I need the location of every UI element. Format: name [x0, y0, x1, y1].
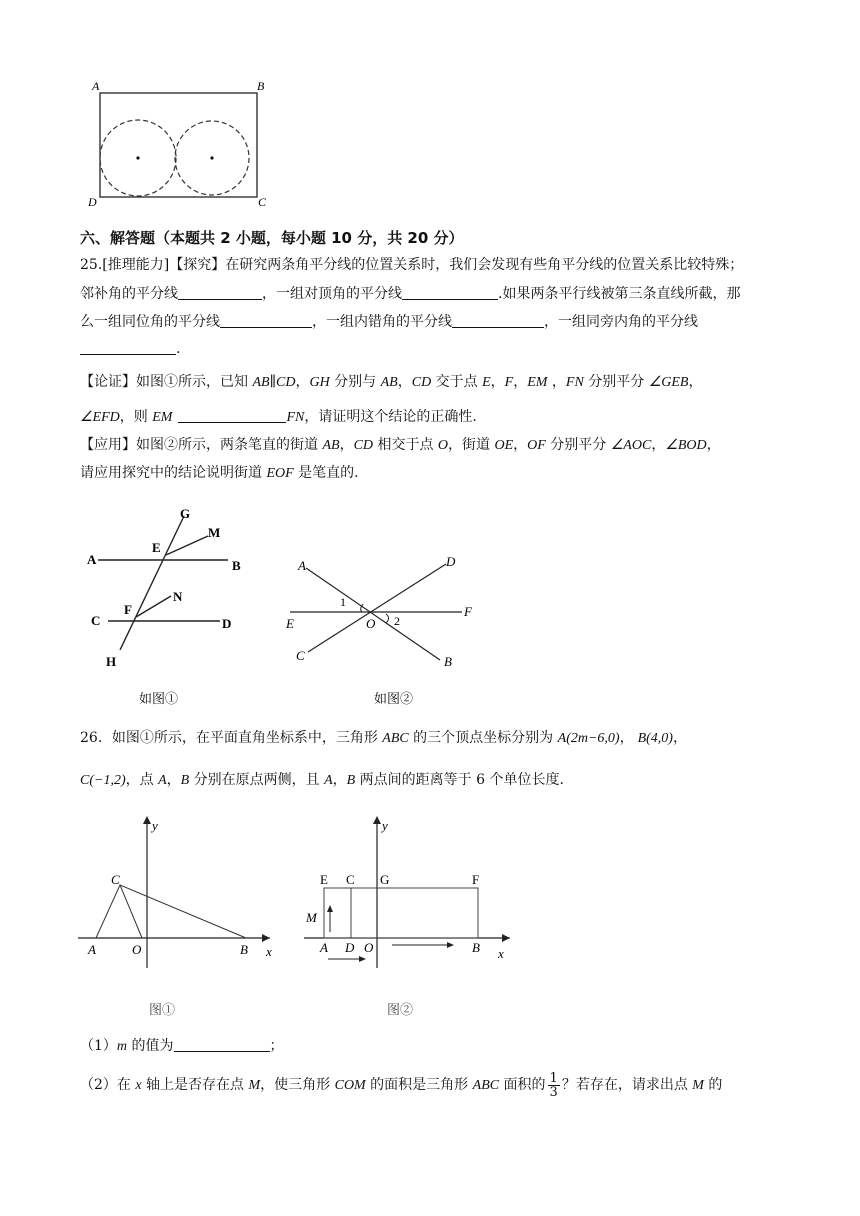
q25-apply-line-1 — [80, 435, 721, 456]
math-ab: AB — [252, 375, 270, 390]
proof-tag: 【论证】 — [80, 374, 136, 390]
coordinate-triangle-figure — [74, 812, 284, 974]
q26-text: 面积的 — [499, 1077, 546, 1093]
q26-text: ， — [672, 730, 687, 746]
math-gh: GH — [309, 375, 330, 390]
q25-text: 分别平分 — [583, 374, 649, 390]
fig2-label-f: F — [464, 604, 472, 619]
q25-apply-line-2 — [80, 463, 359, 484]
q26-text: ？若存在，请求出点 — [561, 1077, 693, 1093]
math-em: EM — [527, 375, 548, 390]
fraction-denominator: 3 — [549, 1084, 558, 1100]
math-m-point: M — [248, 1078, 261, 1093]
q25-text: ， — [513, 437, 528, 453]
math-point-a: A(2m−6,0) — [557, 731, 620, 746]
q25-text: 是笔直的. — [293, 465, 359, 481]
math-e: E — [482, 375, 491, 390]
fig2-label-d: D — [446, 554, 456, 569]
fig1-label-a: A — [87, 552, 97, 567]
fig4-label-f: F — [472, 872, 480, 887]
math-angle-bod: ∠BOD — [665, 438, 707, 453]
q26-text: 轴上是否存在点 — [141, 1077, 249, 1093]
math-angle-efd: ∠EFD — [80, 410, 120, 425]
q26-text: 的面积是三角形 — [365, 1077, 473, 1093]
q25-text: .如果两条平行线被第三条直线所截，那 — [498, 286, 741, 302]
q25-text: 在研究两条角平分线的位置关系时，我们会发现有些角平分线的位置关系比较特殊； — [225, 257, 744, 273]
fig4-label-d: D — [345, 940, 355, 955]
q25-line-3 — [80, 312, 698, 332]
math-point-c: C(−1,2) — [80, 773, 126, 788]
q25-text: ，则 — [119, 409, 153, 425]
q25-tag: [推理能力]【探究】 — [102, 257, 226, 273]
q26-text: 如图①所示，在平面直角坐标系中，三角形 — [111, 730, 383, 746]
math-ab: AB — [380, 375, 398, 390]
answer-blank[interactable] — [178, 408, 286, 423]
math-cd: CD — [276, 375, 296, 390]
fig1-label-m: M — [208, 525, 221, 540]
fig3-label-a: A — [88, 942, 96, 957]
q26-line-1 — [80, 728, 687, 749]
fig4-label-g: G — [380, 872, 390, 887]
q26-text: 的三个顶点坐标分别为 — [408, 730, 558, 746]
math-point-b: B(4,0) — [637, 731, 673, 746]
math-o: O — [437, 438, 449, 453]
math-x: x — [135, 1078, 142, 1093]
answer-blank[interactable] — [80, 340, 176, 355]
fig2-label-c: C — [296, 648, 305, 663]
q25-line-1 — [80, 255, 743, 275]
fig1-label-b: B — [232, 558, 241, 573]
q25-line-4 — [80, 339, 180, 359]
fraction-numerator: 1 — [549, 1070, 558, 1086]
q26-text: ，点 — [125, 772, 159, 788]
intersecting-streets-figure — [280, 548, 480, 678]
q25-text: ， — [706, 437, 721, 453]
q25-text: 分别与 — [329, 374, 381, 390]
fig4-label-c: C — [346, 872, 355, 887]
q25-text: 如图①所示，已知 — [136, 374, 253, 390]
rectangle-circles-figure — [80, 76, 280, 212]
q25-text: 请应用探究中的结论说明街道 — [80, 465, 267, 481]
q26-sub-1 — [80, 1036, 284, 1057]
answer-blank[interactable] — [452, 313, 544, 328]
fig3-label-o: O — [132, 942, 142, 957]
apply-tag: 【应用】 — [80, 437, 136, 453]
fig3-caption: 图① — [149, 1003, 176, 1018]
q25-text: 相交于点 — [373, 437, 438, 453]
math-fn: FN — [565, 375, 584, 390]
parallel-lines-figure — [80, 500, 260, 675]
math-b: B — [346, 773, 356, 788]
q25-text: ，一组对顶角的平分线 — [262, 286, 402, 302]
q25-text: 邻补角的平分线 — [80, 286, 178, 302]
q25-text: ，街道 — [448, 437, 495, 453]
q25-text: ， — [339, 437, 354, 453]
coordinate-rectangle-figure — [300, 812, 520, 974]
fig4-label-e: E — [320, 872, 328, 887]
answer-blank[interactable] — [220, 313, 312, 328]
fig3-label-c: C — [111, 872, 120, 887]
q26-text: ， — [166, 772, 181, 788]
q26-text: 分别在原点两侧，且 — [189, 772, 325, 788]
fig3-label-y: y — [152, 818, 158, 833]
fig4-label-o: O — [364, 940, 374, 955]
q25-text: ，请证明这个结论的正确性. — [304, 409, 477, 425]
math-a: A — [324, 773, 333, 788]
section-title: 六、解答题（本题共 2 小题，每小题 10 分，共 20 分） — [80, 229, 464, 247]
fig4-label-b: B — [472, 940, 480, 955]
fig4-label-y: y — [382, 818, 388, 833]
fig2-label-2: 2 — [394, 614, 400, 628]
fig3-label-x: x — [266, 944, 272, 959]
math-angle-aoc: ∠AOC — [610, 438, 652, 453]
math-m-point: M — [692, 1078, 704, 1093]
q26-text: （2）在 — [80, 1077, 136, 1093]
fig4-label-x: x — [498, 946, 504, 961]
fig1-label-c: C — [91, 613, 101, 628]
math-ab: AB — [322, 438, 340, 453]
math-abc: ABC — [382, 731, 409, 746]
fig1-label-h: H — [106, 654, 117, 669]
answer-blank[interactable] — [174, 1037, 270, 1052]
fig1-label-g: G — [180, 506, 191, 521]
q25-text: ， — [651, 437, 666, 453]
math-cd: CD — [411, 375, 432, 390]
fig2-label-1: 1 — [340, 595, 346, 609]
fig2-label-o: O — [366, 616, 376, 631]
q26-text: 两点间的距离等于 6 个单位长度. — [355, 772, 564, 788]
math-com: COM — [334, 1078, 366, 1093]
q26-text: ，使三角形 — [260, 1077, 335, 1093]
q25-text: 交于点 — [431, 374, 483, 390]
q25-text: ， — [397, 374, 412, 390]
fig1-caption: 如图① — [139, 692, 179, 707]
math-em: EM — [152, 410, 173, 425]
q26-text: 的值为 — [127, 1038, 174, 1054]
math-fn: FN — [286, 410, 305, 425]
rect-label-b: B — [257, 79, 265, 93]
q25-text: ， — [295, 374, 310, 390]
q25-text: . — [176, 341, 181, 357]
q25-text: ，一组内错角的平分线 — [312, 314, 452, 330]
fig3-label-b: B — [240, 942, 248, 957]
fig1-label-f: F — [124, 602, 132, 617]
q25-proof-line-1 — [80, 372, 702, 393]
math-eof: EOF — [266, 466, 294, 481]
fig2-caption: 如图② — [374, 692, 414, 707]
q26-text: 的 — [703, 1077, 723, 1093]
q25-text: ， — [547, 374, 566, 390]
fig4-label-a: A — [320, 940, 328, 955]
math-a: A — [158, 773, 167, 788]
rect-label-d: D — [88, 195, 97, 209]
math-abc: ABC — [472, 1078, 500, 1093]
answer-blank[interactable] — [178, 285, 262, 300]
parallel-symbol: ∥ — [269, 374, 277, 390]
fig2-label-a: A — [298, 558, 306, 573]
answer-blank[interactable] — [402, 285, 498, 300]
math-b: B — [180, 773, 190, 788]
fig2-label-e: E — [286, 616, 294, 631]
q25-text: ， — [688, 374, 703, 390]
q25-proof-line-2 — [80, 407, 477, 428]
math-f: F — [504, 375, 514, 390]
fig4-caption: 图② — [387, 1003, 414, 1018]
q25-text: 如图②所示，两条笔直的街道 — [136, 437, 323, 453]
fig1-label-n: N — [173, 589, 183, 604]
q26-line-2 — [80, 770, 564, 791]
math-m: m — [116, 1039, 128, 1054]
q25-text: ，一组同旁内角的平分线 — [544, 314, 698, 330]
q26-number: 26． — [80, 730, 112, 746]
q25-line-2 — [80, 284, 740, 304]
q26-text: （1） — [80, 1038, 117, 1054]
math-cd: CD — [353, 438, 374, 453]
q26-text: ； — [269, 1038, 284, 1054]
math-angle-geb: ∠GEB — [648, 375, 689, 390]
math-oe: OE — [494, 438, 514, 453]
q25-text: 么一组同位角的平分线 — [80, 314, 220, 330]
rect-label-c: C — [258, 195, 267, 209]
fig4-label-m: M — [306, 910, 317, 925]
q26-text: ， — [332, 772, 347, 788]
math-of: OF — [527, 438, 546, 453]
q26-sub-2 — [80, 1068, 722, 1103]
fig1-label-d: D — [222, 616, 232, 631]
rect-label-a: A — [92, 79, 100, 93]
q25-text: ， — [490, 374, 505, 390]
q25-text: 分别平分 — [545, 437, 611, 453]
q25-text: ， — [513, 374, 528, 390]
fraction-one-third — [548, 1072, 560, 1099]
fig2-label-b: B — [444, 654, 452, 669]
q26-text: ， — [619, 730, 634, 746]
q25-number: 25. — [80, 257, 103, 273]
fig1-label-e: E — [152, 540, 161, 555]
